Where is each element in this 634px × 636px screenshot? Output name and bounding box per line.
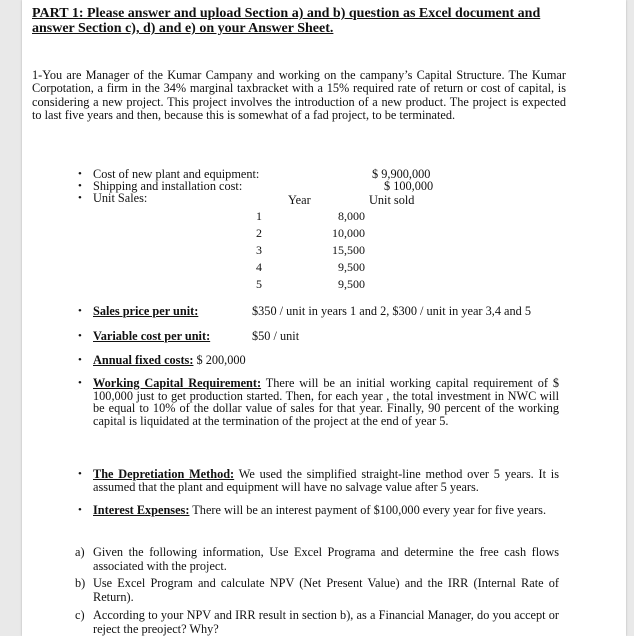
sales-price-label: Sales price per unit: [93, 304, 199, 318]
year-cell: 3 [256, 243, 262, 257]
year-cell: 1 [256, 209, 262, 223]
interest-item [93, 504, 559, 518]
year-cell: 4 [256, 260, 262, 274]
units-cell: 9,500 [338, 260, 365, 274]
fixed-costs-label: Annual fixed costs: [93, 353, 194, 367]
question-label: a) [75, 545, 85, 559]
question-label: b) [75, 576, 86, 590]
plant-cost-value: $ 9,900,000 [372, 167, 431, 181]
fixed-costs-item [93, 354, 246, 367]
bullet-dot: • [78, 192, 82, 204]
units-cell: 10,000 [332, 226, 365, 240]
units-cell: 9,500 [338, 277, 365, 291]
fixed-costs-value: $ 200,000 [193, 353, 246, 367]
variable-cost-value: $50 / unit [252, 329, 300, 343]
plant-cost-label: Cost of new plant and equipment: [93, 167, 260, 181]
year-cell: 2 [256, 226, 262, 240]
question-text: Given the following information, Use Excel Programa and determine the free cash flows associated with the project. [93, 545, 559, 573]
unit-sales-label: Unit Sales: [93, 191, 148, 205]
bullet-dot: • [78, 180, 82, 192]
page-heading: PART 1: Please answer and upload Section a) and b) question as Excel document and answer Section c), d) and e) on your Answer Sheet. [32, 6, 541, 36]
unit-sold-header: Unit sold [369, 193, 415, 207]
question-text: According to your NPV and IRR result in section b), as a Financial Manager, do you accept or reject the preoject? Why? [93, 608, 559, 636]
working-capital-item [93, 377, 559, 427]
depreciation-label: The Depretiation Method: [93, 467, 235, 481]
bullet-dot: • [78, 377, 82, 389]
shipping-cost-value: $ 100,000 [384, 179, 434, 193]
working-capital-label: Working Capital Requirement: [93, 376, 262, 390]
working-capital-text: There will be an initial working capital requirement of $ 100,000 just to get production started. Then, for each year , the total investment in NWC will be equal to 10% of the dollar value of sales for that year. Finally, 90 percent of the working capital is liquidated at the termination of the project at the end of year 5. [93, 376, 560, 428]
bullet-dot: • [78, 354, 82, 366]
interest-label: Interest Expenses: [93, 503, 190, 517]
units-cell: 8,000 [338, 209, 365, 223]
interest-text: There will be an interest payment of $100,000 every year for five years. [189, 503, 547, 517]
bullet-dot: • [78, 168, 82, 180]
variable-cost-label: Variable cost per unit: [93, 329, 211, 343]
question-text: Use Excel Program and calculate NPV (Net Present Value) and the IRR (Internal Rate of Return). [93, 576, 559, 604]
intro-paragraph: 1-You are Manager of the Kumar Campany and working on the campany’s Capital Structure. The Kumar Corpotation, a firm in the 34% marginal taxbracket with a 15% required rate of return or cost of capital, is considering a new project. This project involves the introduction of a new product. The project is expected to last five years and then, because this is somewhat of a fad project, to be terminated. [32, 68, 566, 123]
question-label: c) [75, 608, 85, 622]
bullet-dot: • [78, 468, 82, 480]
year-header: Year [288, 193, 311, 207]
depreciation-item [93, 468, 559, 493]
shipping-cost-label: Shipping and installation cost: [93, 179, 243, 193]
depreciation-text: We used the simplified straight-line method over 5 years. It is assumed that the plant and equipment will have no salvage value after 5 years. [93, 467, 560, 494]
units-cell: 15,500 [332, 243, 365, 257]
sales-price-value: $350 / unit in years 1 and 2, $300 / unit in year 3,4 and 5 [252, 304, 532, 318]
bullet-dot: • [78, 504, 82, 516]
year-cell: 5 [256, 277, 262, 291]
bullet-dot: • [78, 305, 82, 317]
bullet-dot: • [78, 330, 82, 342]
